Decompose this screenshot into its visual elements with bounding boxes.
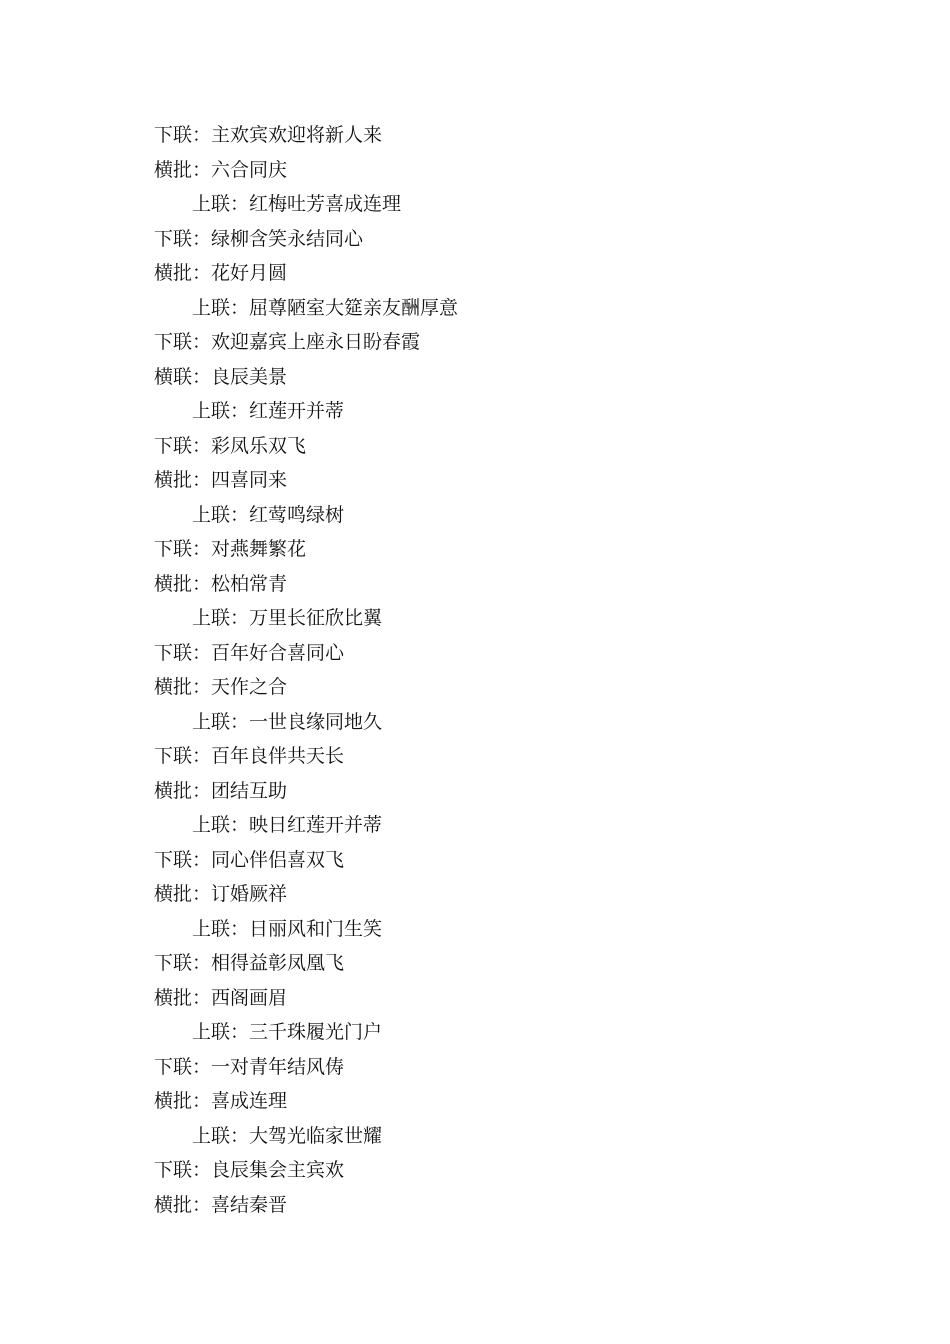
couplet-line: 横批：团结互助 <box>154 779 288 802</box>
couplet-line: 横批：花好月圆 <box>154 262 288 284</box>
couplet-line: 横批：喜成连理 <box>154 1090 288 1112</box>
couplet-line: 上联：红莺鸣绿树 <box>192 503 345 526</box>
couplet-line: 下联：对燕舞繁花 <box>154 538 307 560</box>
couplet-line: 横批：松柏常青 <box>154 572 288 595</box>
couplet-line: 下联：良辰集会主宾欢 <box>154 1159 345 1181</box>
couplet-line: 横联：良辰美景 <box>154 365 288 388</box>
couplet-line: 上联：映日红莲开并蒂 <box>192 814 383 836</box>
couplet-line: 下联：相得益彰凤凰飞 <box>154 952 345 974</box>
couplet-line: 横批：天作之合 <box>154 676 288 698</box>
couplet-list <box>154 118 854 1222</box>
couplet-line: 下联：彩凤乐双飞 <box>154 434 307 457</box>
couplet-line: 下联：百年好合喜同心 <box>154 641 345 664</box>
couplet-line: 横批：喜结秦晋 <box>154 1193 288 1216</box>
couplet-line: 上联：三千珠履光门户 <box>192 1021 383 1043</box>
couplet-line: 上联：一世良缘同地久 <box>192 710 383 733</box>
couplet-line: 下联：主欢宾欢迎将新人来 <box>154 124 383 146</box>
couplet-line: 横批：订婚厥祥 <box>154 883 288 905</box>
couplet-line: 下联：同心伴侣喜双飞 <box>154 848 345 871</box>
couplet-line: 横批：六合同庆 <box>154 158 288 181</box>
couplet-line: 上联：红莲开并蒂 <box>192 400 345 422</box>
couplet-line: 上联：屈尊陋室大筵亲友酬厚意 <box>192 296 459 319</box>
couplet-line: 下联：一对青年结风俦 <box>154 1055 345 1078</box>
couplet-line: 上联：红梅吐芳喜成连理 <box>192 193 402 215</box>
couplet-line: 上联：日丽风和门生笑 <box>192 917 383 940</box>
couplet-line: 横批：四喜同来 <box>154 469 288 491</box>
couplet-line: 上联：大驾光临家世耀 <box>192 1124 383 1147</box>
couplet-line: 上联：万里长征欣比翼 <box>192 607 383 629</box>
couplet-line: 下联：绿柳含笑永结同心 <box>154 227 364 250</box>
couplet-line: 横批：西阁画眉 <box>154 986 288 1009</box>
couplet-line: 下联：百年良伴共天长 <box>154 745 345 767</box>
couplet-line: 下联：欢迎嘉宾上座永日盼春霞 <box>154 331 421 353</box>
